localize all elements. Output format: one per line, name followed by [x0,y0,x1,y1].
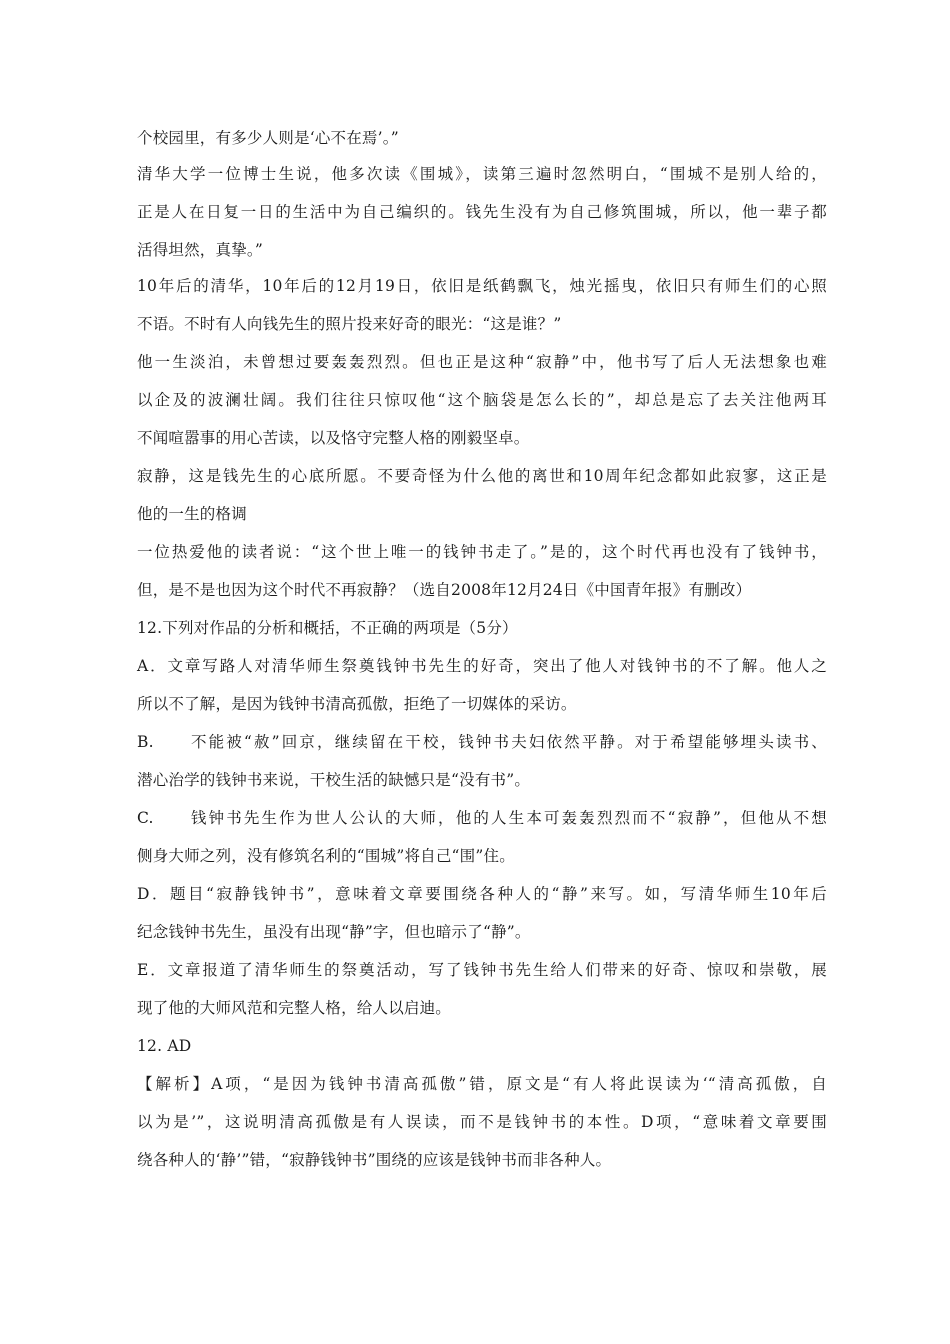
paragraph-line-7: 他一生淡泊，未曾想过要轰轰烈烈。但也正是这种“寂静”中，他书写了后人无法想象也难 [137,353,827,371]
option-b-line-2: 潜心治学的钱钟书来说，干校生活的缺憾只是“没有书”。 [137,771,531,789]
paragraph-line-1: 个校园里，有多少人则是‘心不在焉’。” [137,129,399,147]
paragraph-line-11: 他的一生的格调 [137,505,247,523]
option-e-line-2: 现了他的大师风范和完整人格，给人以启迪。 [137,999,452,1017]
option-a-line-1: A．文章写路人对清华师生祭奠钱钟书先生的好奇，突出了他人对钱钟书的不了解。他人之 [137,657,827,675]
question-title: 12.下列对作品的分析和概括，不正确的两项是（5分） [137,619,518,637]
paragraph-line-4: 活得坦然，真挚。” [137,241,263,259]
analysis-line-2: 以为是’”，这说明清高孤傲是有人误读，而不是钱钟书的本性。D项，“意味着文章要围 [137,1113,827,1131]
paragraph-line-6: 不语。不时有人向钱先生的照片投来好奇的眼光：“这是谁？” [137,315,562,333]
paragraph-line-13: 但，是不是也因为这个时代不再寂静？（选自2008年12月24日《中国青年报》有删改） [137,581,752,599]
option-d-line-1: D．题目“寂静钱钟书”，意味着文章要围绕各种人的“静”来写。如，写清华师生10年后 [137,885,827,903]
paragraph-line-5: 10年后的清华，10年后的12月19日，依旧是纸鹤飘飞，烛光摇曳，依旧只有师生们的心照 [137,277,827,295]
option-e-line-1: E．文章报道了清华师生的祭奠活动，写了钱钟书先生给人们带来的好奇、惊叹和崇敬，展 [137,961,827,979]
paragraph-line-12: 一位热爱他的读者说：“这个世上唯一的钱钟书走了。”是的，这个时代再也没有了钱钟书， [137,543,827,561]
answer-line: 12. AD [137,1037,192,1055]
option-c-line-2: 侧身大师之列，没有修筑名利的“围城”将自己“围”住。 [137,847,515,865]
paragraph-line-3: 正是人在日复一日的生活中为自己编织的。钱先生没有为自己修筑围城，所以，他一辈子都 [137,203,827,221]
analysis-line-1: 【解析】A项，“是因为钱钟书清高孤傲”错，原文是“有人将此误读为‘“清高孤傲，自 [137,1075,827,1093]
paragraph-line-9: 不闻喧嚣事的用心苦读，以及恪守完整人格的刚毅坚卓。 [137,429,530,447]
paragraph-line-8: 以企及的波澜壮阔。我们往往只惊叹他“这个脑袋是怎么长的”，却总是忘了去关注他两耳 [137,391,827,409]
option-b-line-1: B. 不能被“赦”回京，继续留在干校，钱钟书夫妇依然平静。对于希望能够埋头读书、 [137,733,827,751]
option-d-line-2: 纪念钱钟书先生，虽没有出现“静”字，但也暗示了“静”。 [137,923,531,941]
paragraph-line-10: 寂静，这是钱先生的心底所愿。不要奇怪为什么他的离世和10周年纪念都如此寂寥，这正是 [137,467,827,485]
option-a-line-2: 所以不了解，是因为钱钟书清高孤傲，拒绝了一切媒体的采访。 [137,695,577,713]
paragraph-line-2: 清华大学一位博士生说，他多次读《围城》，读第三遍时忽然明白，“围城不是别人给的， [137,165,827,183]
option-c-line-1: C. 钱钟书先生作为世人公认的大师，他的人生本可轰轰烈烈而不“寂静”，但他从不想 [137,809,827,827]
analysis-line-3: 绕各种人的‘静’”错，“寂静钱钟书”围绕的应该是钱钟书而非各种人。 [137,1151,612,1169]
